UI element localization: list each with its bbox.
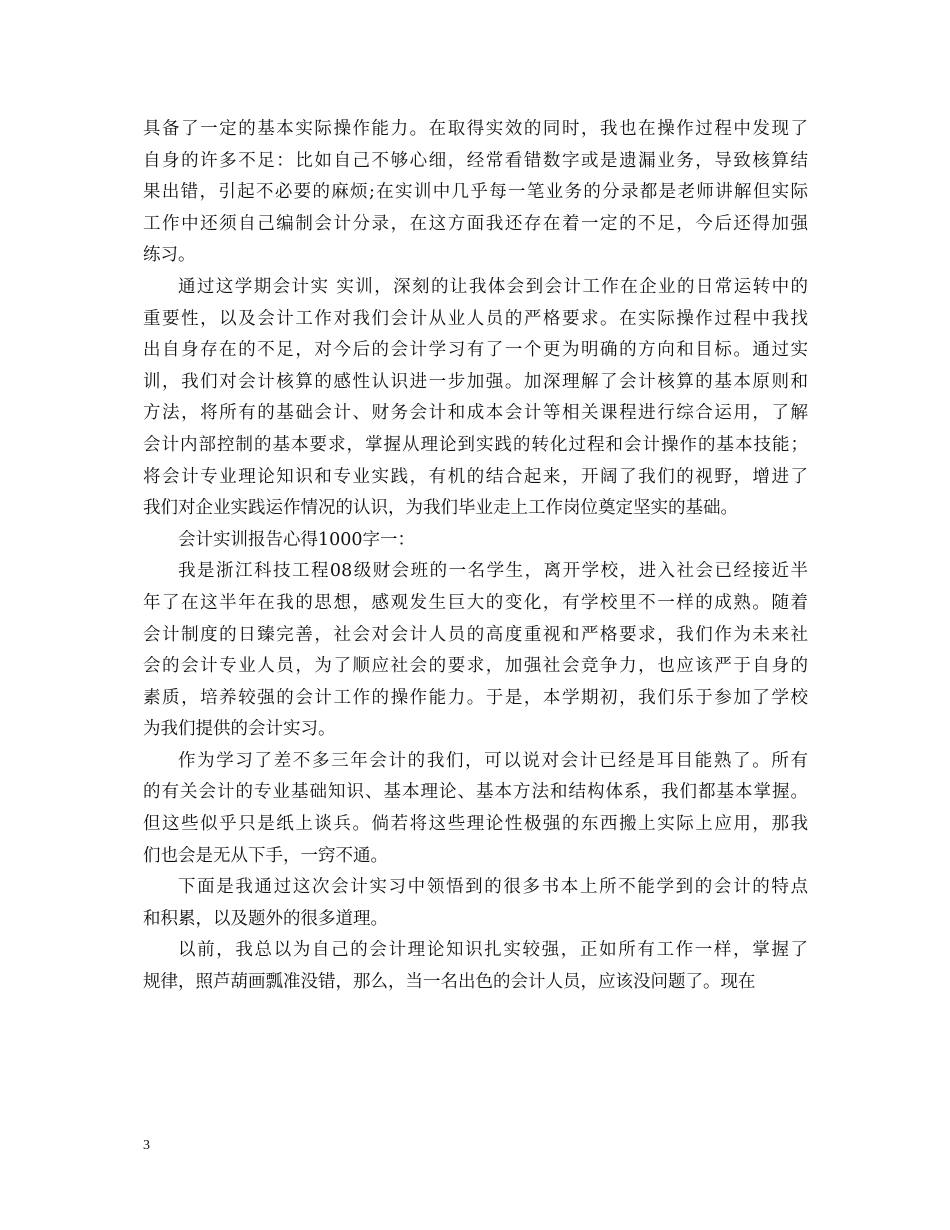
text-line: 出自身存在的不足，对今后的会计学习有了一个更为明确的方向和目标。通过实: [143, 340, 808, 361]
text-line: 作为学习了差不多三年会计的我们，可以说对会计已经是耳目能熟了。所有: [178, 750, 808, 771]
paragraph: [143, 935, 808, 998]
text-line: 会计制度的日臻完善，社会对会计人员的高度重视和严格要求，我们作为未来社: [143, 624, 808, 645]
paragraph: [143, 114, 808, 272]
text-line: 工作中还须自己编制会计分录，在这方面我还存在着一定的不足，今后还得加强: [143, 213, 808, 234]
paragraph: [143, 746, 808, 872]
text-line: 以前，我总以为自己的会计理论知识扎实较强，正如所有工作一样，掌握了: [178, 940, 808, 961]
text-line: 素质，培养较强的会计工作的操作能力。于是，本学期初，我们乐于参加了学校: [143, 687, 808, 708]
text-line: 方法，将所有的基础会计、财务会计和成本会计等相关课程进行综合运用，了解: [143, 403, 808, 424]
document-body: [143, 114, 808, 999]
text-line: 具备了一定的基本实际操作能力。在取得实效的同时，我也在操作过程中发现了: [143, 119, 808, 139]
page-number: 3: [143, 1138, 150, 1153]
text-line: 练习。: [143, 245, 196, 266]
text-line: 我们对企业实践运作情况的认识，为我们毕业走上工作岗位奠定坚实的基础。: [143, 498, 738, 519]
paragraph: [143, 872, 808, 935]
text-line: 重要性，以及会计工作对我们会计从业人员的严格要求。在实际操作过程中我找: [143, 308, 808, 329]
paragraph: [143, 525, 808, 557]
text-line: 会计实训报告心得1000字一：: [178, 529, 416, 550]
text-line: 规律，照芦葫画瓢准没错，那么，当一名出色的会计人员，应该没问题了。现在: [143, 972, 756, 993]
paragraph: [143, 272, 808, 525]
paragraph: [143, 556, 808, 746]
text-line: 会的会计专业人员，为了顺应社会的要求，加强社会竞争力，也应该严于自身的: [143, 656, 808, 677]
text-line: 的有关会计的专业基础知识、基本理论、基本方法和结构体系，我们都基本掌握。: [143, 782, 808, 803]
text-line: 将会计专业理论知识和专业实践，有机的结合起来，开阔了我们的视野，增进了: [143, 466, 808, 487]
text-line: 但这些似乎只是纸上谈兵。倘若将这些理论性极强的东西搬上实际上应用，那我: [143, 814, 808, 835]
text-line: 会计内部控制的基本要求，掌握从理论到实践的转化过程和会计操作的基本技能；: [143, 434, 808, 455]
text-line: 下面是我通过这次会计实习中领悟到的很多书本上所不能学到的会计的特点: [178, 877, 808, 898]
text-line: 通过这学期会计实 实训，深刻的让我体会到会计工作在企业的日常运转中的: [178, 276, 808, 297]
text-line: 们也会是无从下手，一窍不通。: [143, 845, 388, 866]
text-line: 为我们提供的会计实习。: [143, 719, 336, 740]
text-line: 我是浙江科技工程08级财会班的一名学生，离开学校，进入社会已经接近半: [178, 561, 808, 582]
text-line: 年了在这半年在我的思想，感观发生巨大的变化，有学校里不一样的成熟。随着: [143, 592, 808, 613]
text-line: 和积累，以及题外的很多道理。: [143, 908, 388, 929]
text-line: 训，我们对会计核算的感性认识进一步加强。加深理解了会计核算的基本原则和: [143, 371, 808, 392]
text-line: 果出错，引起不必要的麻烦;在实训中几乎每一笔业务的分录都是老师讲解但实际: [143, 182, 808, 203]
text-line: 自身的许多不足：比如自己不够心细，经常看错数字或是遗漏业务，导致核算结: [143, 150, 808, 171]
